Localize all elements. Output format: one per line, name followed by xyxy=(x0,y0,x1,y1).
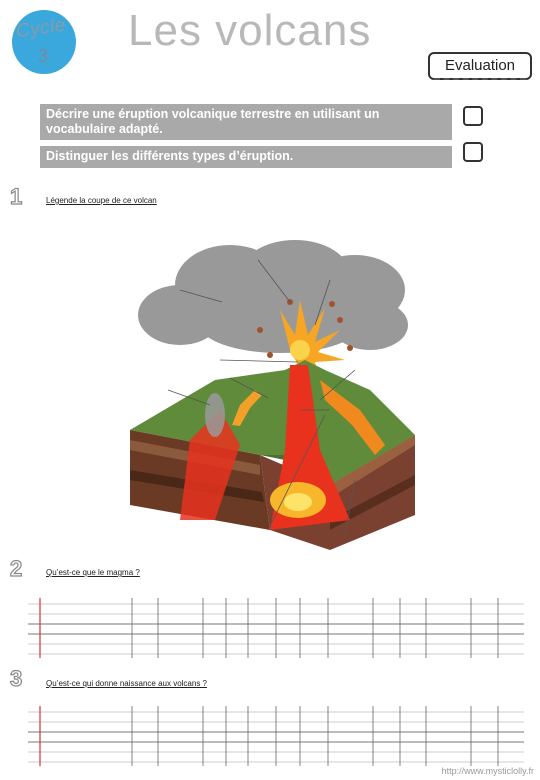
writing-area-1[interactable] xyxy=(28,598,524,658)
question-2-text: Qu’est-ce que le magma ? xyxy=(46,568,140,577)
question-3-text: Qu’est-ce qui donne naissance aux volcans ? xyxy=(46,679,207,688)
footer-url[interactable]: http://www.mysticlolly.fr xyxy=(441,766,534,776)
ash-cloud xyxy=(138,240,408,353)
page-title: Les volcans xyxy=(128,6,372,55)
cycle-word: Cycle xyxy=(14,14,68,43)
objective-2-checkbox[interactable] xyxy=(463,142,483,162)
question-3-number: 3 xyxy=(10,666,23,691)
evaluation-label: Evaluation xyxy=(428,52,532,80)
question-2-number: 2 xyxy=(10,556,23,581)
objective-1: Décrire une éruption volcanique terrestre en utilisant un vocabulaire adapté. xyxy=(40,104,452,140)
question-1-text: Légende la coupe de ce volcan xyxy=(46,196,157,205)
cycle-number: 3 xyxy=(38,46,49,66)
objective-1-checkbox[interactable] xyxy=(463,106,483,126)
writing-area-2[interactable] xyxy=(28,706,524,766)
volcano-diagram xyxy=(120,230,420,550)
question-1-number: 1 xyxy=(10,184,23,209)
objective-2: Distinguer les différents types d’éruption. xyxy=(40,146,452,168)
